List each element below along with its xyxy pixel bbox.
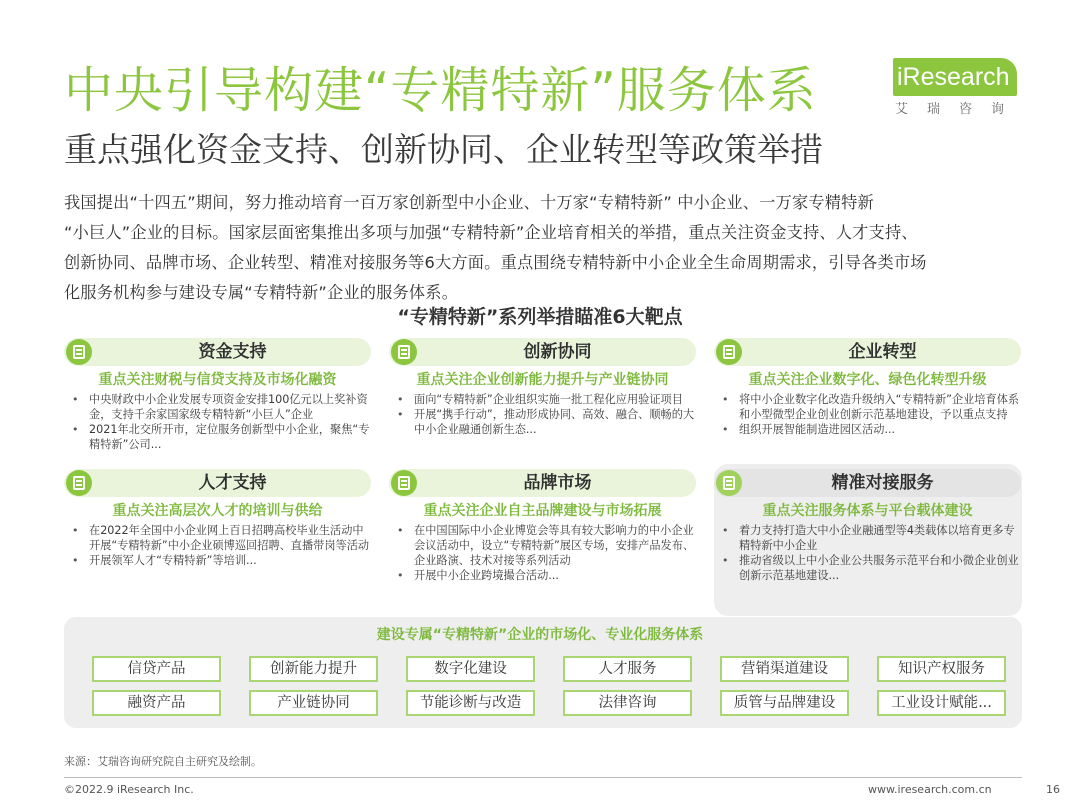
card-precise-service [714, 469, 1021, 589]
services-title: 建设专属“专精特新”企业的市场化、专业化服务体系 [376, 627, 704, 643]
card-focus: 重点关注企业自主品牌建设与市场拓展 [423, 503, 662, 519]
page-number: 16 [1046, 783, 1060, 796]
list-item: • 在2022年全国中小企业网上百日招聘高校毕业生活动中开展“专精特新”中小企业硕博巡回招聘、直播带岗等活动 [72, 523, 371, 553]
card-header [389, 338, 696, 366]
page-title: 中央引导构建“专精特新”服务体系 [64, 62, 817, 119]
list-item: • 2021年北交所开市，定位服务创新型中小企业，聚焦“专精特新”公司... [72, 422, 371, 452]
service-box: 质管与品牌建设 [720, 690, 849, 716]
card-talent [64, 469, 371, 589]
section-title: “专精特新”系列举措瞄准6大靶点 [397, 306, 683, 328]
iresearch-logo [893, 58, 1023, 120]
card-title: 品牌市场 [523, 473, 592, 493]
service-box: 工业设计赋能... [877, 690, 1006, 716]
list-item: • 组织开展智能制造进园区活动... [722, 422, 1021, 437]
card-focus: 重点关注财税与信贷支持及市场化融资 [98, 372, 337, 388]
card-title: 资金支持 [198, 342, 267, 362]
card-header [714, 338, 1021, 366]
card-list [722, 392, 1021, 437]
card-title: 精准对接服务 [831, 473, 934, 493]
document-icon [716, 470, 742, 496]
copyright: ©2022.9 iResearch Inc. [64, 783, 194, 796]
list-item: • 将中小企业数字化改造升级纳入“专精特新”企业培育体系和小型微型企业创业创新示范基地建设，予以重点支持 [722, 392, 1021, 422]
card-header [714, 469, 1021, 497]
website-link[interactable]: www.iresearch.com.cn [868, 783, 992, 796]
list-item: • 推动省级以上中小企业公共服务示范平台和小微企业创业创新示范基地建设... [722, 553, 1021, 583]
card-focus: 重点关注高层次人才的培训与供给 [112, 503, 323, 519]
card-title: 人才支持 [198, 473, 267, 493]
service-box: 信贷产品 [92, 656, 221, 682]
source-note: 来源：艾瑞咨询研究院自主研究及绘制。 [64, 755, 262, 768]
service-box: 法律咨询 [563, 690, 692, 716]
list-item: • 开展中小企业跨境撮合活动... [397, 568, 696, 583]
card-header [389, 469, 696, 497]
service-box: 节能诊断与改造 [406, 690, 535, 716]
service-box: 数字化建设 [406, 656, 535, 682]
card-funding [64, 338, 371, 458]
service-box: 营销渠道建设 [720, 656, 849, 682]
footer-divider [64, 777, 1022, 778]
card-focus: 重点关注企业创新能力提升与产业链协同 [416, 372, 669, 388]
document-icon [66, 470, 92, 496]
intro-paragraph [64, 188, 1030, 308]
intro-line: “小巨人”企业的目标。国家层面密集推出多项与加强“专精特新”企业培育相关的举措，重点关注资金支持、人才支持、 [64, 223, 918, 242]
intro-line: 我国提出“十四五”期间，努力推动培育一百万家创新型中小企业、十万家“专精特新” 中小企业、一万家专精特新 [64, 193, 874, 212]
card-header [64, 469, 371, 497]
logo-cn-text: 艾瑞咨询 [895, 102, 1024, 117]
list-item: • 着力支持打造大中小企业融通型等4类载体以培育更多专精特新中小企业 [722, 523, 1021, 553]
card-transformation [714, 338, 1021, 458]
document-icon [716, 339, 742, 365]
intro-line: 化服务机构参与建设专属“专精特新”企业的服务体系。 [64, 283, 459, 302]
card-list [397, 523, 696, 583]
card-innovation [389, 338, 696, 458]
card-header [64, 338, 371, 366]
list-item: • 在中国国际中小企业博览会等具有较大影响力的中小企业会议活动中，设立“专精特新”展区专场，安排产品发布、企业路演、技术对接等系列活动 [397, 523, 696, 568]
list-item: • 面向“专精特新”企业组织实施一批工程化应用验证项目 [397, 392, 696, 407]
service-box: 创新能力提升 [249, 656, 378, 682]
card-focus: 重点关注服务体系与平台载体建设 [762, 503, 973, 519]
document-icon [66, 339, 92, 365]
document-icon [391, 339, 417, 365]
card-list [397, 392, 696, 437]
service-box: 人才服务 [563, 656, 692, 682]
card-title: 创新协同 [523, 342, 592, 362]
logo-brand-text: iResearch [897, 63, 1010, 91]
page-subtitle: 重点强化资金支持、创新协同、企业转型等政策举措 [64, 130, 823, 169]
card-brand-market [389, 469, 696, 589]
list-item: • 开展领军人才“专精特新”等培训... [72, 553, 371, 568]
service-box: 融资产品 [92, 690, 221, 716]
list-item: • 中央财政中小企业发展专项资金安排100亿元以上奖补资金，支持千余家国家级专精特新“小巨人”企业 [72, 392, 371, 422]
card-list [722, 523, 1021, 583]
card-list [72, 523, 371, 568]
service-box: 产业链协同 [249, 690, 378, 716]
intro-line: 创新协同、品牌市场、企业转型、精准对接服务等6大方面。重点围绕专精特新中小企业全生命周期需求，引导各类市场 [64, 253, 927, 272]
service-box: 知识产权服务 [877, 656, 1006, 682]
card-title: 企业转型 [848, 342, 917, 362]
card-focus: 重点关注企业数字化、绿色化转型升级 [748, 372, 987, 388]
document-icon [391, 470, 417, 496]
list-item: • 开展“携手行动”，推动形成协同、高效、融合、顺畅的大中小企业融通创新生态... [397, 407, 696, 437]
card-list [72, 392, 371, 452]
